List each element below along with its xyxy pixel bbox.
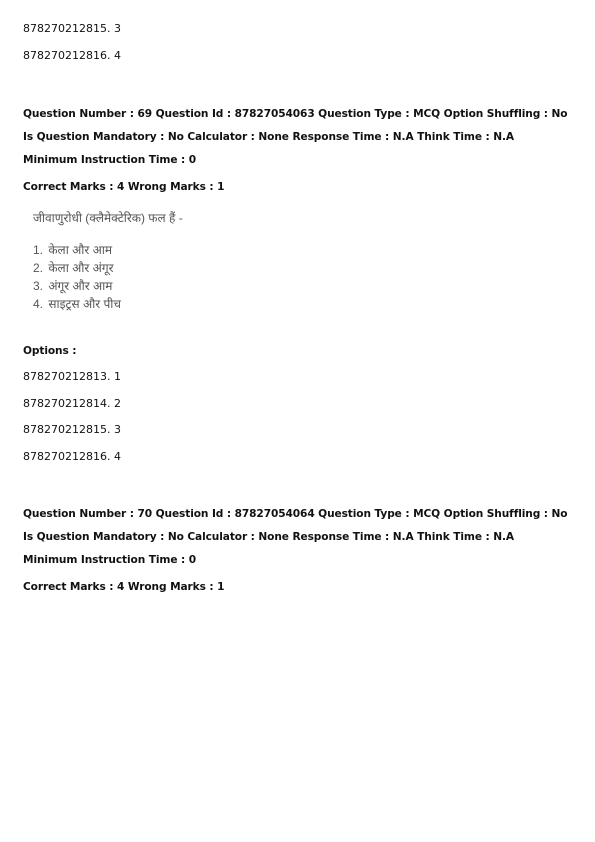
question-69-marks: Correct Marks : 4 Wrong Marks : 1 xyxy=(23,181,225,193)
question-69-choice xyxy=(33,279,112,294)
option-id-line: 878270212815. 3 xyxy=(23,423,121,436)
question-69-header-line3: Minimum Instruction Time : 0 xyxy=(23,154,197,166)
choice-text: अंगूर और आम xyxy=(48,279,113,293)
choice-number: 2. xyxy=(33,261,44,275)
question-69-choice xyxy=(33,243,112,258)
question-70-header-line1: Question Number : 70 Question Id : 87827054064 Question Type : MCQ Option Shuffling : No xyxy=(23,508,568,520)
question-69-choice xyxy=(33,297,121,312)
question-69-header-line1: Question Number : 69 Question Id : 87827054063 Question Type : MCQ Option Shuffling : No xyxy=(23,108,568,120)
choice-text: केला और अंगूर xyxy=(48,261,114,275)
question-70-marks: Correct Marks : 4 Wrong Marks : 1 xyxy=(23,581,225,593)
choice-number: 1. xyxy=(33,243,44,257)
choice-number: 3. xyxy=(33,279,44,293)
choice-number: 4. xyxy=(33,297,44,311)
option-id-line: 878270212815. 3 xyxy=(23,22,121,35)
question-70-header-line3: Minimum Instruction Time : 0 xyxy=(23,554,197,566)
option-id-line: 878270212813. 1 xyxy=(23,370,121,383)
choice-text: केला और आम xyxy=(48,243,113,257)
option-id-line: 878270212816. 4 xyxy=(23,49,121,62)
question-69-text: जीवाणुरोधी (क्लैमेक्टेरिक) फल हैं - xyxy=(33,211,183,225)
question-69-choice xyxy=(33,261,114,276)
option-id-line: 878270212816. 4 xyxy=(23,450,121,463)
option-id-line: 878270212814. 2 xyxy=(23,397,121,410)
options-label: Options : xyxy=(23,345,77,357)
question-70-header-line2: Is Question Mandatory : No Calculator : None Response Time : N.A Think Time : N.A xyxy=(23,531,515,543)
choice-text: साइट्रस और पीच xyxy=(48,297,122,311)
question-69-header-line2: Is Question Mandatory : No Calculator : None Response Time : N.A Think Time : N.A xyxy=(23,131,515,143)
